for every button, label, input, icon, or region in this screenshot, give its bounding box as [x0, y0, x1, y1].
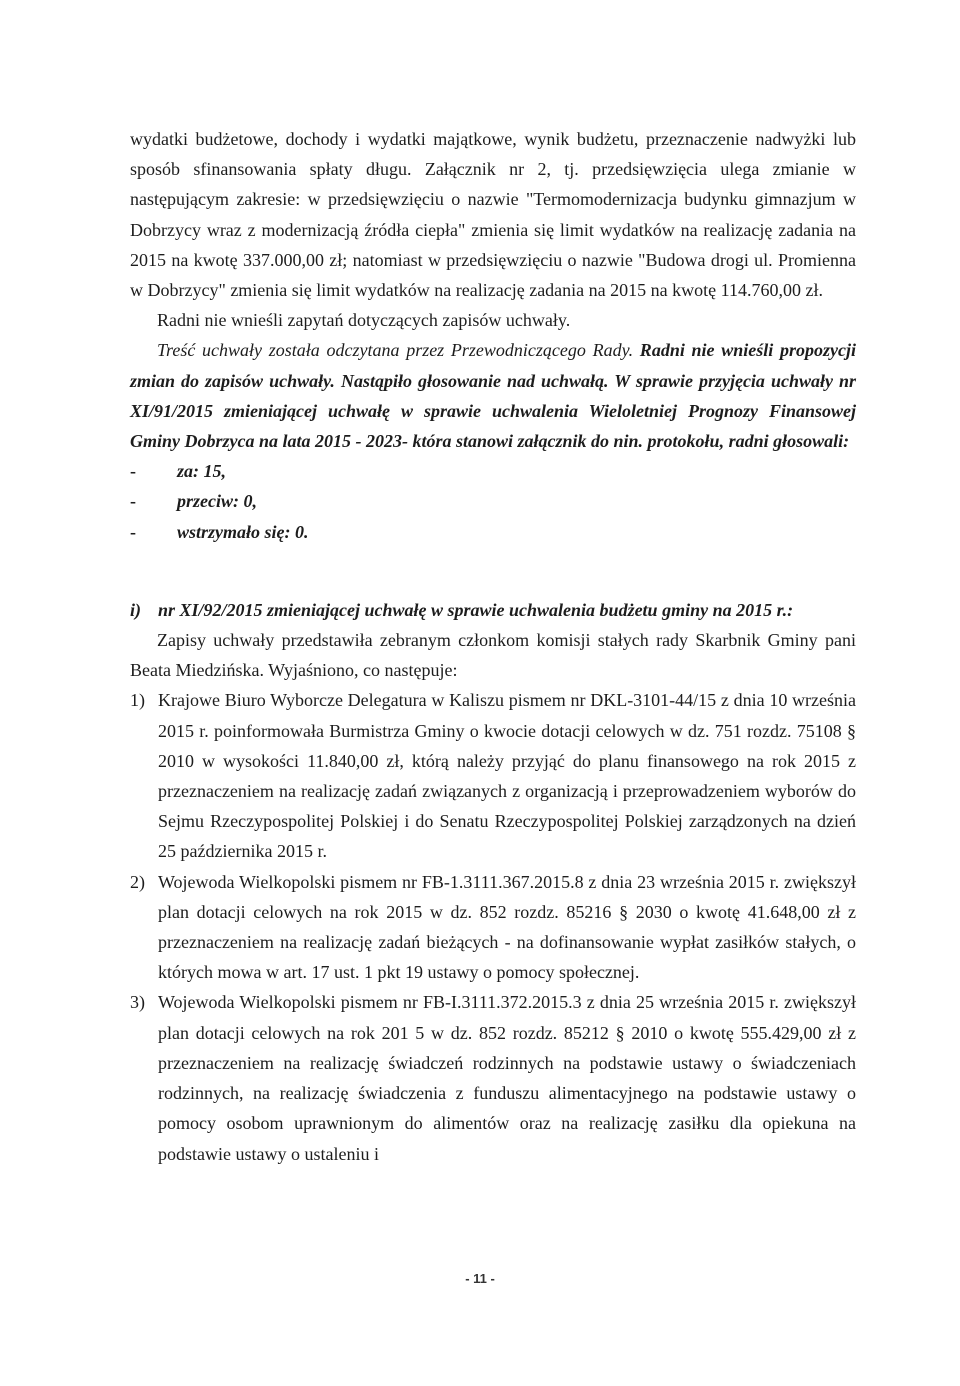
- list-item-text: Krajowe Biuro Wyborcze Delegatura w Kaliszu pismem nr DKL-3101-44/15 z dnia 10 września 2015 r. poinformowała Burmistrza Gminy o kwocie dotacji celowych w dz. 751 rozdz. 75108 § 2010 w wysokości 11.840,00 zł, którą należy przyjąć do planu finansowego na rok 2015 z przeznaczeniem na realizację zadań związanych z organizacją i przeprowadzeniem wyborów do Sejmu Rzeczypospolitej Polskiej i do Senatu Rzeczypospolitej Polskiej zarządzonych na dzień 25 października 2015 r.: [158, 690, 856, 862]
- treasurer-intro-paragraph: Zapisy uchwały przedstawiła zebranym członkom komisji stałych rady Skarbnik Gminy pani Beata Miedzińska. Wyjaśniono, co następuje:: [130, 630, 856, 681]
- spacer: [130, 547, 856, 595]
- list-item-marker: 1): [130, 690, 145, 711]
- section-i-heading: [130, 595, 856, 625]
- no-questions-paragraph: Radni nie wnieśli zapytań dotyczących zapisów uchwały.: [157, 310, 571, 331]
- list-item: [130, 987, 856, 1168]
- list-item: [130, 685, 856, 866]
- section-i-marker: i): [130, 599, 141, 620]
- vote-for: - za: 15,: [130, 456, 856, 486]
- document-page: [130, 124, 856, 1169]
- vote-against: - przeciw: 0,: [130, 486, 856, 516]
- intro-paragraph: wydatki budżetowe, dochody i wydatki majątkowe, wynik budżetu, przeznaczenie nadwyżki lub sposób sfinansowania spłaty długu. Załącznik nr 2, tj. przedsięwzięcia ulega zmianie w następującym zakresie: w przedsięwzięciu o nazwie "Termomodernizacja budynku gimnazjum w Dobrzycy wraz z modernizacją źródła ciepła" zmienia się limit wydatków na realizację zadania na 2015 na kwotę 337.000,00 zł; natomiast w przedsięwzięciu o nazwie "Budowa drogi ul. Promienna w Dobrzycy" zmienia się limit wydatków na realizację zadania na 2015 na kwotę 114.760,00 zł.: [130, 129, 856, 301]
- section-i-title: nr XI/92/2015 zmieniającej uchwałę w sprawie uchwalenia budżetu gminy na 2015 r.:: [158, 599, 794, 620]
- list-item-marker: 3): [130, 992, 145, 1013]
- explanation-list: [130, 685, 856, 1168]
- vote-list: [130, 456, 856, 547]
- list-item-text: Wojewoda Wielkopolski pismem nr FB-I.3111.372.2015.3 z dnia 25 września 2015 r. zwiększył plan dotacji celowych na rok 201 5 w dz. 852 rozdz. 85212 § 2010 o kwotę 555.429,00 zł z przeznaczeniem na realizację świadczeń rodzinnych na podstawie ustawy o świadczeniach rodzinnych, na realizację świadczenia z funduszu alimentacyjnego na podstawie ustawy o pomocy osobom uprawnionym do alimentów oraz na realizację zasiłku dla opiekuna na podstawie ustawy o ustaleniu i: [158, 992, 856, 1164]
- reading-paragraph: [130, 335, 856, 456]
- page-number: - 11 -: [465, 1271, 495, 1286]
- vote-abstain: - wstrzymało się: 0.: [130, 517, 856, 547]
- list-item-marker: 2): [130, 871, 145, 892]
- list-item: [130, 867, 856, 988]
- reading-bold-text: Radni nie wnieśli propozycji zmian do zapisów uchwały. Nastąpiło głosowanie nad uchwałą. W sprawie przyjęcia uchwały nr XI/91/2015 zmieniającej uchwałę w sprawie uchwalenia Wieloletniej Prognozy Finansowej Gminy Dobrzyca na lata 2015 - 2023- która stanowi załącznik do nin. protokołu, radni głosowali:: [130, 340, 856, 452]
- list-item-text: Wojewoda Wielkopolski pismem nr FB-1.3111.367.2015.8 z dnia 23 września 2015 r. zwiększył plan dotacji celowych na rok 2015 w dz. 852 rozdz. 85216 § 2030 o kwotę 41.648,00 zł z przeznaczeniem na realizację zadań bieżących - na dofinansowanie wypłat zasiłków stałych, o których mowa w art. 17 ust. 1 pkt 19 ustawy o pomocy społecznej.: [158, 871, 856, 983]
- reading-italic-text: Treść uchwały została odczytana przez Przewodniczącego Rady.: [157, 340, 634, 361]
